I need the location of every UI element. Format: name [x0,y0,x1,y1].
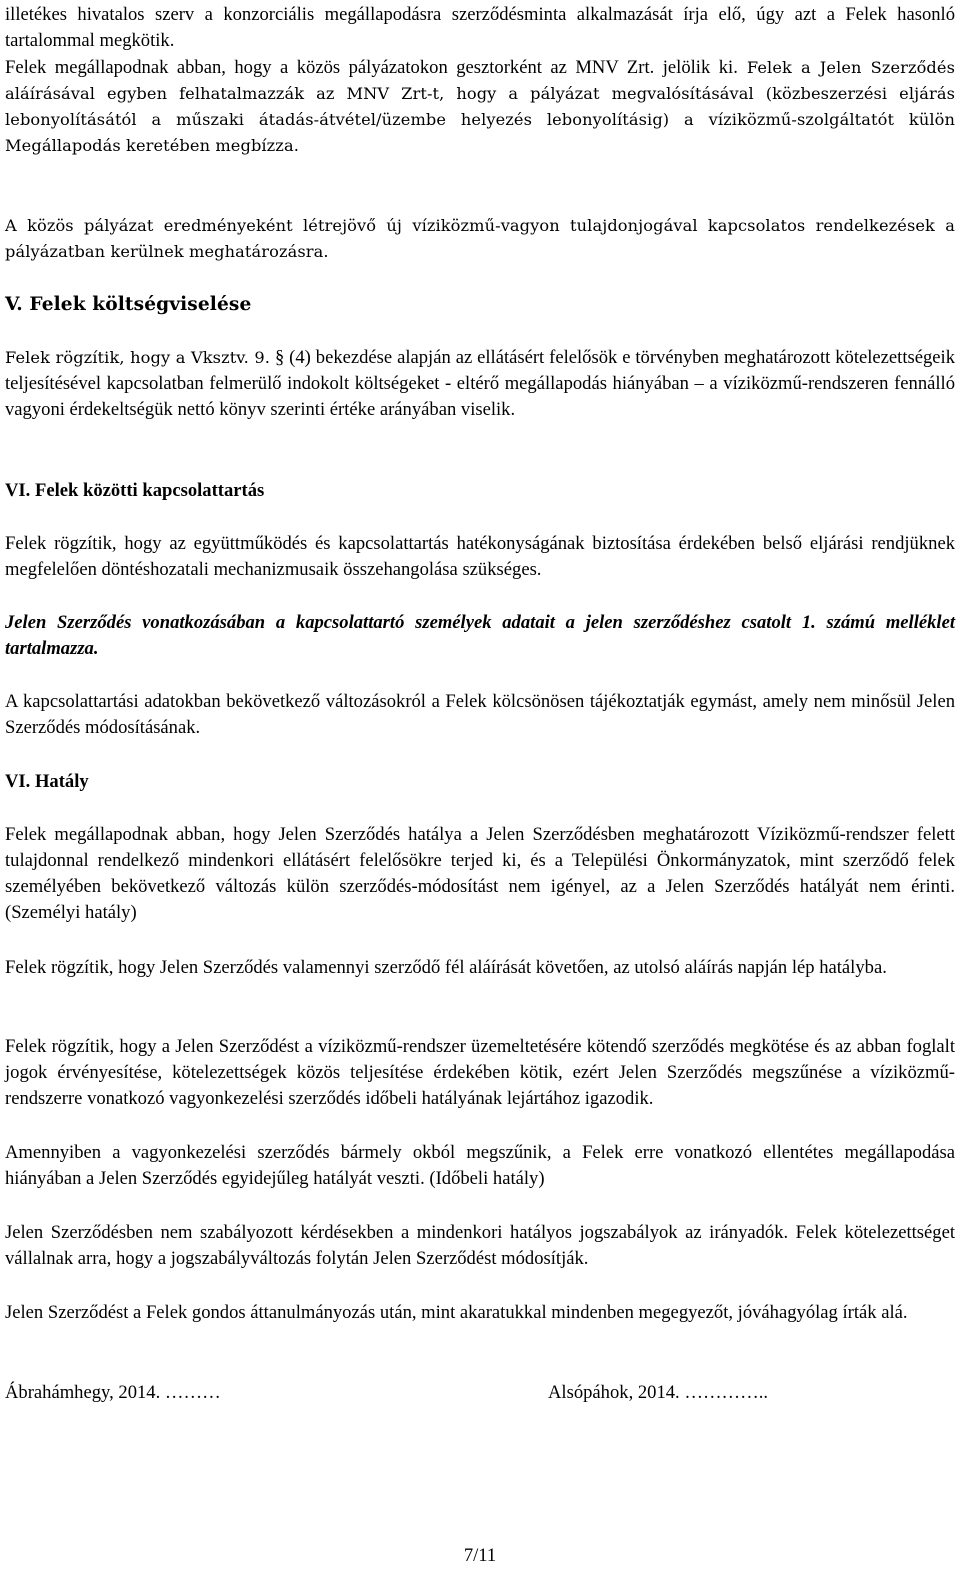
paragraph-10: Felek rögzítik, hogy a Jelen Szerződést a víziközmű-rendszer üzemeltetésére kötendő szerződés megkötése és az abban foglalt jogok érvényesítése, kötelezettségek közös teljesítése érdekében kötik, ezért Jelen Szerződés megszűnése a víziközmű-rendszerre vonatkozó vagyonkezelési szerződés időbeli hatályának lejártához igazodik. [5,1036,955,1110]
paragraph-4-part-b: § (4) bekezdése alapján az ellátásért felelősök e törvényben meghatározott kötelezettségeik teljesítésével kapcsolatban felmerülő indokolt költségeket - eltérő megállapodás hiányában – a víziközmű-rendszeren fennálló vagyoni érdekeltségük nettó könyv szerinti értéke arányában viselik. [5,347,955,421]
section-heading-vi-contact: VI. Felek közötti kapcsolattartás [5,480,265,501]
paragraph-4 [5,345,955,423]
paragraph-7: A kapcsolattartási adatokban bekövetkező változásokról a Felek kölcsönösen tájékoztatják egymást, amely nem minősül Jelen Szerződés módosításának. [5,691,955,739]
section-heading-vi-scope: VI. Hatály [5,771,89,792]
paragraph-2-part-b: Felek a Jelen Szerződés aláírásával egyben felhatalmazzák az MNV Zrt-t, hogy a pályázat megvalósításával (közbeszerzési eljárás lebonyolításától a műszaki átadás-átvétel/üzembe helyezés lebonyolításig) a víziközmű-szolgáltatót külön Megállapodás keretében megbízza. [5,58,955,156]
page-number: 7/11 [463,1545,497,1566]
section-heading-v: V. Felek költségviselése [5,294,252,315]
signature-place-date-left: Ábrahámhegy, 2014. ……… [5,1382,221,1403]
paragraph-13: Jelen Szerződést a Felek gondos áttanulmányozás után, mint akaratukkal mindenben megegyezőt, jóváhagyólag írták alá. [5,1302,908,1323]
paragraph-8: Felek megállapodnak abban, hogy Jelen Szerződés hatálya a Jelen Szerződésben meghatározott Víziközmű-rendszer felett tulajdonnal rendelkező mindenkori ellátásért felelősökre terjed ki, és a Települési Önkormányzatok, mint szerződő felek személyében bekövetkező változás külön szerződés-módosítást nem igényel, az a Jelen Szerződés hatályát nem érinti. (Személyi hatály) [5,824,955,924]
paragraph-5: Felek rögzítik, hogy az együttműködés és kapcsolattartás hatékonyságának biztosítása érdekében belső eljárási rendjüknek megfelelően döntéshozatali mechanizmusaik összehangolása szükséges. [5,533,955,581]
paragraph-3: A közös pályázat eredményeként létrejövő új víziközmű-vagyon tulajdonjogával kapcsolatos rendelkezések a pályázatban kerülnek meghatározásra. [5,216,955,262]
signature-place-date-right: Alsópáhok, 2014. ………….. [548,1382,769,1403]
paragraph-2 [5,55,955,159]
paragraph-2-part-a: Felek megállapodnak abban, hogy a közös pályázatokon gesztorként az MNV Zrt. jelölik ki. [5,57,738,78]
paragraph-6: Jelen Szerződés vonatkozásában a kapcsolattartó személyek adatait a jelen szerződéshez csatolt 1. számú melléklet tartalmazza. [5,612,955,660]
paragraph-9: Felek rögzítik, hogy Jelen Szerződés valamennyi szerződő fél aláírását követően, az utolsó aláírás napján lép hatályba. [5,957,887,978]
paragraph-1: illetékes hivatalos szerv a konzorciális megállapodásra szerződésminta alkalmazását írja elő, úgy azt a Felek hasonló tartalommal megkötik. [5,4,955,52]
paragraph-11: Amennyiben a vagyonkezelési szerződés bármely okból megszűnik, a Felek erre vonatkozó ellentétes megállapodása hiányában a Jelen Szerződés egyidejűleg hatályát veszti. (Időbeli hatály) [5,1142,955,1190]
paragraph-4-part-a: Felek rögzítik, hogy a Vksztv. 9. [5,348,271,367]
paragraph-12: Jelen Szerződésben nem szabályozott kérdésekben a mindenkori hatályos jogszabályok az irányadók. Felek kötelezettséget vállalnak arra, hogy a jogszabályváltozás folytán Jelen Szerződést módosítják. [5,1222,955,1270]
